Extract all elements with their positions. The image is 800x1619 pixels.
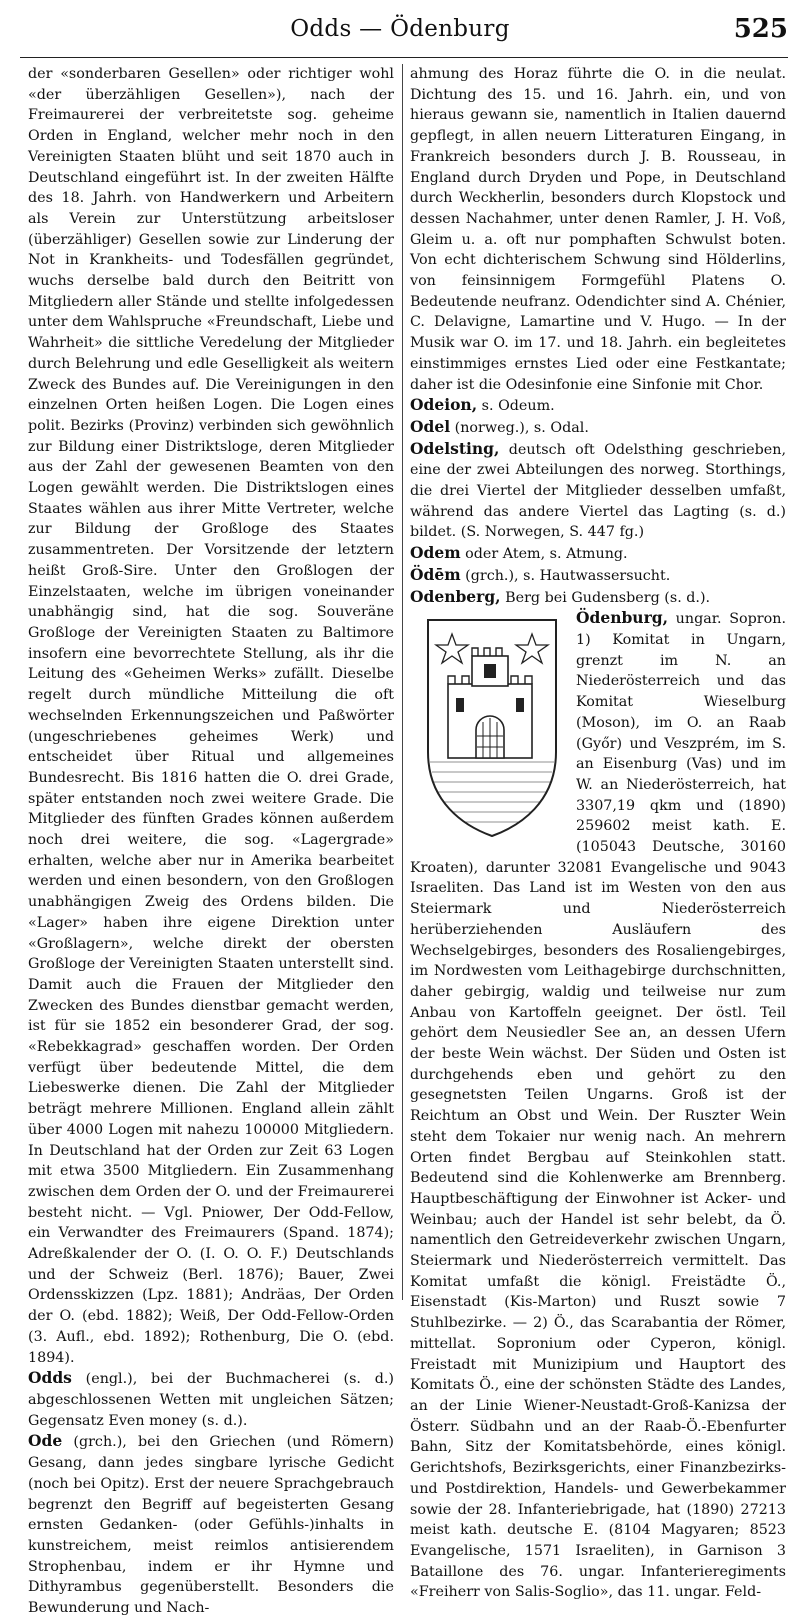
entry-oedem — [410, 565, 786, 587]
left-column — [28, 64, 394, 1617]
entry-odem — [410, 543, 786, 565]
entry-odds-text: (engl.), bei der Buchmacherei (s. d.) abgeschlossenen Wetten mit ungleichen Sätzen; Gegensatz Even money (s. d.). — [28, 1371, 394, 1429]
page-header — [0, 0, 800, 64]
running-title: Odds — Ödenburg — [290, 16, 510, 42]
column-divider — [402, 64, 403, 1300]
entry-oedenburg-text: ungar. Sopron. 1) Komitat in Ungarn, grenzt im N. an Niederösterreich und das Komitat Wieselburg (Moson), im O. an Raab (Győr) und Veszprém, im S. an Eisenburg (Vas) und im W. an Niederösterreich, hat 3307,19 qkm und (1890) 259602 meist kath. E. (105043 Deutsche, 30160 Kroaten), darunter 32081 Evangelische und 9043 Israeliten. Das Land ist im Westen von den aus Steiermark und Niederösterreich herüberziehenden Ausläufern des Wechselgebirges, besonders des Rosaliengebirges, im Nordwesten vom Leithagebirge durchschnitten, daher gebirgig, waldig und teilweise nur zum Anbau von Kartoffeln geeignet. Der östl. Teil gehört dem Neusiedler See an, an dessen Ufern der beste Wein wächst. Der Süden und Osten ist durchgehends eben und gehört zu den gesegnetsten Teilen Ungarns. Groß ist der Reichtum an Obst und Wein. Der Ruszter Wein steht dem Tokaier nur wenig nach. An mehrern Orten findet Bergbau auf Steinkohlen statt. Bedeutend sind die Kohlenwerke am Brennberg. Hauptbeschäftigung der Einwohner ist Acker- und Weinbau; auch der Handel ist sehr belebt, da Ö. namentlich den Getreideverkehr zwischen Ungarn, Steiermark und Niederösterreich vermittelt. Das Komitat umfaßt die königl. Freistädte Ö., Eisenstadt (Kis-Marton) und Ruszt sowie 7 Stuhlbezirke. — 2) Ö., das Scarabantia der Römer, mittellat. Sopronium oder Cyperon, königl. Freistadt mit Munizipium und Hauptort des Komitats Ö., eine der schönsten Städte des Landes, an der Linie Wiener-Neustadt-Groß-Kanizsa der Österr. Südbahn und an der Raab-Ö.-Ebenfurter Bahn, Sitz der Komitatsbehörde, eines königl. Gerichtshofs, Bezirksgerichts, einer Finanzbezirks- und Postdirektion, Handels- und Gewerbekammer sowie der 28. Infanteriebrigade, hat (1890) 27213 meist kath. deutsche E. (8104 Magyaren; 8523 Evangelische, 1571 Israeliten), in Garnison 3 Bataillone des 76. ungar. Infanterieregiments «Freiherr von Salis-Soglio», das 11. ungar. Feld- — [410, 611, 786, 1601]
entry-odem-text: oder Atem, s. Atmung. — [460, 546, 628, 563]
headword-odds: Odds — [28, 1368, 72, 1388]
headword-odem: Odem — [410, 543, 461, 563]
ode-continuation: ahmung des Horaz führte die O. in die neulat. Dichtung des 15. und 16. Jahrh. ein, und von hieraus gewann sie, namentlich in Italien dauernd gepflegt, in allen neuern Litteraturen Eingang, in Frankreich besonders durch J. B. Rousseau, in England durch Dryden und Pope, in Deutschland durch Weckherlin, besonders durch Klopstock und dessen Nachahmer, unter denen Ramler, J. H. Voß, Gleim u. a. oft nur pomphaften Schwulst boten. Von echt dichterischem Schwung sind Hölderlins, von feinsinnigem Formgefühl Platens O. Bedeutende neufranz. Odendichter sind A. Chénier, C. Delavigne, Lamartine und V. Hugo. — In der Musik war O. im 17. und 18. Jahrh. ein begleitetes einstimmiges ernstes Lied oder eine Festkantate; daher ist die Odesinfonie eine Sinfonie mit Chor. — [410, 66, 786, 393]
entry-odeion-text: s. Odeum. — [477, 398, 555, 415]
entry-ode-text: (grch.), bei den Griechen (und Römern) Gesang, dann jedes singbare lyrische Gedicht (noch bei Opitz). Erst der neuere Sprachgebrauch begrenzt den Begriff auf begeisterten Gesang ernsten Gedanken- (oder Gefühls-)inhalts in kunstreichem, meist reimlos antisierendem Strophenbau, indem er ihr Hymne und Dithyrambus gegenüberstellt. Besonders die Bewunderung und Nach- — [28, 1434, 394, 1617]
right-column — [410, 64, 786, 1601]
headword-odel: Odel — [410, 416, 451, 436]
entry-odelsting-text: deutsch oft Odelsthing geschrieben, eine der zwei Abteilungen des norweg. Storthings, die drei Viertel der Mitglieder desselben umfaßt, während das andere Viertel das Lagting (s. d.) bildet. (S. Norwegen, S. 447 fg.) — [410, 441, 786, 541]
page-number: 525 — [733, 14, 788, 44]
headword-oedenburg: Ödenburg, — [576, 608, 668, 628]
header-rule — [20, 57, 788, 58]
entry-oedem-text: (grch.), s. Hautwassersucht. — [460, 567, 671, 584]
odd-fellows-continuation: der «sonderbaren Gesellen» oder richtiger wohl «der überzähligen Gesellen»), nach der Freimaurerei der verbreitetste sog. geheime Orden in England, welcher mehr noch in den Vereinigten Staaten blüht und seit 1870 auch in Deutschland eingeführt ist. In der zweiten Hälfte des 18. Jahrh. von Handwerkern und Arbeitern als Verein zur Unterstützung arbeitsloser (überzähliger) Gesellen sowie zur Linderung der Not in Krankheits- und Todesfällen gegründet, wuchs derselbe bald durch den Beitritt von Mitgliedern aller Stände und stellte infolgedessen unter dem Wahlspruche «Freundschaft, Liebe und Wahrheit» die sittliche Veredelung der Mitglieder durch Belehrung und edle Geselligkeit als weitern Zweck des Bundes auf. Die Vereinigungen in den einzelnen Orten heißen Logen. Die Logen eines polit. Bezirks (Provinz) verbinden sich gewöhnlich zur Bildung einer Distriktsloge, deren Mitglieder aus der Zahl der gewesenen Beamten von den Logen gewählt werden. Die Distriktslogen eines Staates wählen aus ihrer Mitte Vertreter, welche zur Bildung der Großloge des Staates zusammentreten. Der Vorsitzende der letztern heißt Groß-Sire. Unter den Großlogen der Einzelstaaten, welche im übrigen voneinander unabhängig sind, hat die sog. Souveräne Großloge der Vereinigten Staaten zu Baltimore insofern eine bevorrechtete Stellung, als ihr die Leitung des «Geheimen Werks» zufällt. Dieselbe regelt durch mündliche Mitteilung die oft wechselnden Erkennungszeichen und Paßwörter (ungeschriebenes geheimes Werk) und entscheidet über Ritual und allgemeines Bundesrecht. Bis 1816 hatten die O. drei Grade, später entstanden noch zwei weitere Grade. Die Mitglieder des fünften Grades können außerdem noch drei weitere, die sog. «Lagergrade» erhalten, welche aber nur in Amerika bearbeitet werden und einen besondern, von den Großlogen unabhängigen Zweig des Ordens bilden. Die «Lager» haben ihre eigene Direktion unter «Großlagern», welche direkt der obersten Großloge der Vereinigten Staaten unterstellt sind. Damit auch die Frauen der Mitglieder den Zwecken des Bundes dienstbar gemacht werden, ist für sie 1852 ein besonderer Grad, der sog. «Rebekkagrad» geschaffen worden. Der Orden verfügt über bedeutende Mittel, die dem Liebeswerke dienen. Die Zahl der Mitglieder beträgt mehrere Millionen. England allein zählt über 4000 Logen mit nahezu 100000 Mitgliedern. In Deutschland hat der Orden zur Zeit 63 Logen mit etwa 3500 Mitgliedern. Ein Zusammenhang zwischen dem Orden der O. und der Freimaurerei besteht nicht. — Vgl. Pniower, Der Odd-Fellow, ein Verwandter des Freimaurers (Spand. 1874); Adreßkalender der O. (I. O. O. F.) Deutschlands und der Schweiz (Berl. 1876); Bauer, Zwei Ordensskizzen (Lpz. 1881); Andräas, Der Orden der O. (ebd. 1882); Weiß, Der Odd-Fellow-Orden (3. Aufl., ebd. 1892); Rothenburg, Die O. (ebd. 1894). — [28, 66, 394, 1366]
entry-odenberg — [410, 587, 786, 609]
city-coat-of-arms-icon — [410, 612, 570, 840]
entry-odenberg-text: Berg bei Gudensberg (s. d.). — [500, 589, 711, 606]
entry-odel-text: (norweg.), s. Odal. — [450, 419, 589, 436]
entry-oedenburg — [410, 608, 786, 1603]
headword-odelsting: Odelsting, — [410, 438, 500, 458]
entry-odds — [28, 1368, 394, 1431]
entry-odeion — [410, 395, 786, 417]
headword-oedem: Ödēm — [410, 564, 461, 584]
entry-odel — [410, 417, 786, 439]
entry-odelsting — [410, 439, 786, 544]
headword-odeion: Odeion, — [410, 395, 478, 415]
headword-ode: Ode — [28, 1431, 63, 1451]
entry-ode — [28, 1431, 394, 1618]
headword-odenberg: Odenberg, — [410, 586, 501, 606]
